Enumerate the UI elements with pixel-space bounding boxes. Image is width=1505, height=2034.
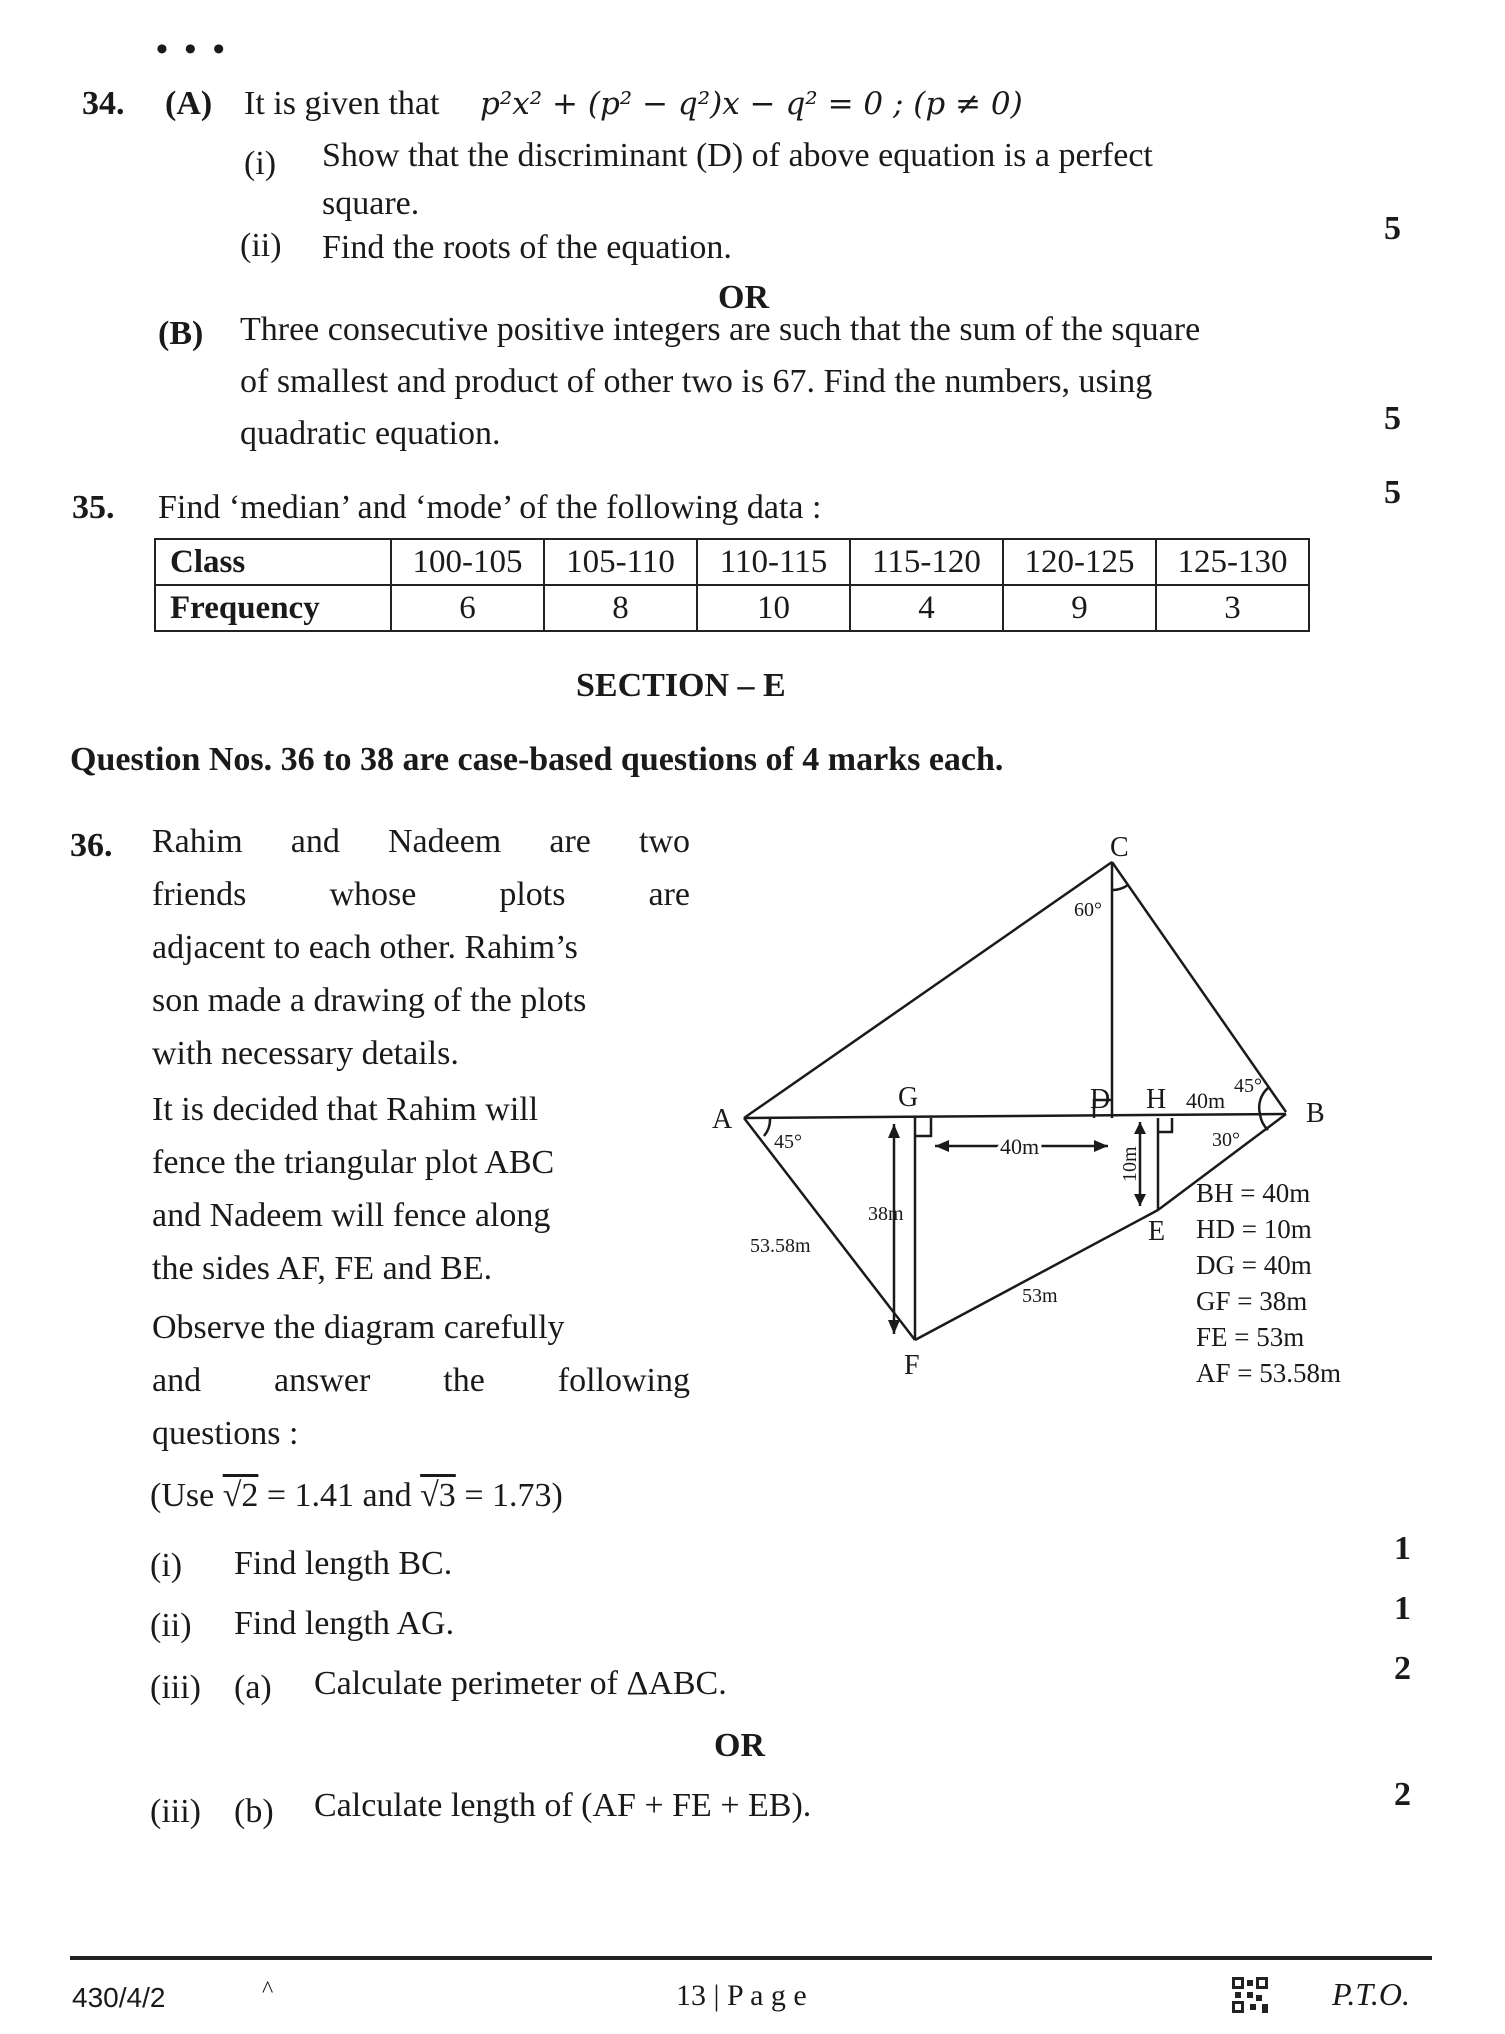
label-hd: 10m: [1119, 1146, 1141, 1182]
option-a-label: (A): [165, 85, 213, 122]
marks-34a: 5: [1384, 210, 1401, 247]
q36-p1-line-2: adjacent to each other. Rahim’s: [152, 929, 578, 966]
legend-gf: GF = 38m: [1196, 1286, 1308, 1316]
side-ac: [744, 862, 1112, 1118]
q34-a-intro: It is given that: [244, 85, 440, 122]
label-af: 53.58m: [750, 1235, 811, 1257]
legend-dg: DG = 40m: [1196, 1250, 1312, 1280]
point-e: E: [1148, 1216, 1166, 1247]
q36-ii-label: (ii): [150, 1607, 192, 1644]
frequency-cell: 9: [1003, 585, 1156, 631]
angle-arc-b-bottom: [1260, 1114, 1268, 1130]
point-f: F: [904, 1350, 920, 1381]
arrowhead: [1134, 1122, 1146, 1134]
q36-p1-line-4: with necessary details.: [152, 1035, 459, 1072]
frequency-header: Frequency: [155, 585, 391, 631]
page-number: 13 | P a g e: [676, 1979, 807, 2012]
q36-p3-line-0: Observe the diagram carefully: [152, 1309, 565, 1346]
q36-w: plots: [499, 876, 566, 913]
section-title: SECTION – E: [576, 667, 786, 704]
q36-ii-text: Find length AG.: [234, 1605, 455, 1642]
label-fe: 53m: [1022, 1285, 1058, 1307]
section-instruction: Question Nos. 36 to 38 are case-based questions of 4 marks each.: [70, 741, 1004, 778]
q35-text: Find ‘median’ and ‘mode’ of the following data :: [158, 489, 822, 526]
q36-iiib-label: (b): [234, 1793, 274, 1830]
legend-hd: HD = 10m: [1196, 1214, 1312, 1244]
q36-p2-line-0: It is decided that Rahim will: [152, 1091, 539, 1128]
q34-b-line2: of smallest and product of other two is 67. Find the numbers, using: [240, 363, 1153, 400]
frequency-cell: 3: [1156, 585, 1309, 631]
point-b: B: [1306, 1098, 1325, 1129]
q36-iiia-text: Calculate perimeter of ΔABC.: [314, 1665, 727, 1702]
class-cell: 115-120: [850, 539, 1003, 585]
question-number-34: 34.: [82, 85, 125, 122]
qr-code-icon: [1232, 1977, 1268, 2013]
side-af: [744, 1118, 915, 1340]
q34-b-line1: Three consecutive positive integers are such that the sum of the square: [240, 311, 1201, 348]
header-dots: • • •: [156, 31, 229, 68]
marks-36-i: 1: [1394, 1530, 1411, 1567]
angle-b-top-label: 45°: [1234, 1075, 1262, 1097]
sqrt2-value: = 1.41 and: [266, 1477, 412, 1514]
paper-code: 430/4/2: [72, 1982, 166, 2013]
marks-35: 5: [1384, 474, 1401, 511]
q34-i-label: (i): [244, 145, 277, 182]
question-number-36: 36.: [70, 827, 113, 864]
q36-or-separator: OR: [714, 1727, 765, 1764]
class-cell: 110-115: [697, 539, 850, 585]
frequency-cell: 6: [391, 585, 544, 631]
class-cell: 120-125: [1003, 539, 1156, 585]
q34-ii-label: (ii): [240, 227, 282, 264]
q34-i-text: Show that the discriminant (D) of above equation is a perfect: [322, 137, 1153, 174]
marks-36-iiia: 2: [1394, 1650, 1411, 1687]
footer-caret: ^: [262, 1977, 274, 2003]
q36-p3-line-2: questions :: [152, 1415, 299, 1452]
class-cell: 105-110: [544, 539, 697, 585]
arrowhead: [1094, 1140, 1108, 1152]
marks-34b: 5: [1384, 400, 1401, 437]
q34-ii-text: Find the roots of the equation.: [322, 229, 732, 266]
arrowhead: [935, 1140, 949, 1152]
or-separator: OR: [718, 279, 769, 316]
q36-p2-line-2: and Nadeem will fence along: [152, 1197, 551, 1234]
q36-p2-line-1: fence the triangular plot ABC: [152, 1144, 555, 1181]
q34-i-text-2: square.: [322, 185, 420, 222]
q36-p1-line-3: son made a drawing of the plots: [152, 982, 587, 1019]
q36-w: are: [549, 823, 591, 860]
sqrt3-value: = 1.73): [464, 1477, 563, 1514]
class-cell: 125-130: [1156, 539, 1309, 585]
legend-fe: FE = 53m: [1196, 1322, 1305, 1352]
arrowhead: [888, 1124, 900, 1138]
label-dg: 40m: [1000, 1134, 1040, 1159]
q36-iiia-label: (a): [234, 1669, 272, 1706]
frequency-cell: 8: [544, 585, 697, 631]
angle-b-bottom-label: 30°: [1212, 1129, 1240, 1151]
diagram-text: [712, 832, 1341, 1388]
q36-w: are: [648, 876, 690, 913]
angle-a-label: 45°: [774, 1131, 802, 1153]
angle-c-label: 60°: [1074, 899, 1102, 921]
right-angle-g: [915, 1118, 931, 1136]
marks-36-iiib: 2: [1394, 1776, 1411, 1813]
q36-w: Nadeem: [387, 823, 502, 860]
q36-w: two: [639, 823, 690, 860]
sqrt3-symbol: √3: [420, 1477, 456, 1514]
legend-bh: BH = 40m: [1196, 1178, 1311, 1208]
q36-p2-line-3: the sides AF, FE and BE.: [152, 1250, 493, 1287]
right-angle-h: [1158, 1118, 1172, 1132]
marks-36-ii: 1: [1394, 1590, 1411, 1627]
q36-w: answer: [274, 1362, 371, 1399]
point-g: G: [898, 1082, 919, 1113]
arrowhead: [888, 1320, 900, 1334]
q36-iiib-text: Calculate length of (AF + FE + EB).: [314, 1787, 812, 1824]
angle-arc-c: [1112, 885, 1128, 890]
side-fe: [915, 1210, 1158, 1340]
q36-w: friends: [152, 876, 247, 913]
q36-iii-label-2: (iii): [150, 1793, 201, 1830]
pto-label: P.T.O.: [1332, 1976, 1410, 2012]
arrowhead: [1134, 1194, 1146, 1206]
q36-w: the: [443, 1362, 485, 1399]
q36-w: and: [290, 823, 340, 860]
q36-w: and: [152, 1362, 202, 1399]
q34-equation: p²x² + (p² − q²)x − q² = 0 ; (p ≠ 0): [480, 86, 1023, 122]
q36-w: following: [557, 1362, 690, 1399]
q36-i-label: (i): [150, 1547, 183, 1584]
q36-w: Rahim: [152, 823, 243, 860]
label-hb: 40m: [1186, 1088, 1226, 1113]
point-a: A: [712, 1104, 733, 1135]
point-c: C: [1110, 832, 1129, 863]
footer-rule: [70, 1956, 1432, 1960]
frequency-cell: 10: [697, 585, 850, 631]
label-gf: 38m: [868, 1203, 904, 1225]
q34-b-line3: quadratic equation.: [240, 415, 501, 452]
option-b-label: (B): [158, 315, 204, 352]
point-d: D: [1090, 1084, 1111, 1115]
q36-i-text: Find length BC.: [234, 1545, 453, 1582]
point-h: H: [1146, 1084, 1167, 1115]
side-ab: [744, 1114, 1286, 1118]
q36-iii-label: (iii): [150, 1669, 201, 1706]
use-prefix: (Use: [150, 1477, 215, 1514]
angle-arc-a: [764, 1118, 770, 1136]
class-header: Class: [155, 539, 391, 585]
sqrt2-symbol: √2: [222, 1477, 259, 1514]
q36-w: whose: [329, 876, 417, 913]
question-number-35: 35.: [72, 489, 115, 526]
frequency-cell: 4: [850, 585, 1003, 631]
class-cell: 100-105: [391, 539, 544, 585]
legend-af: AF = 53.58m: [1196, 1358, 1341, 1388]
